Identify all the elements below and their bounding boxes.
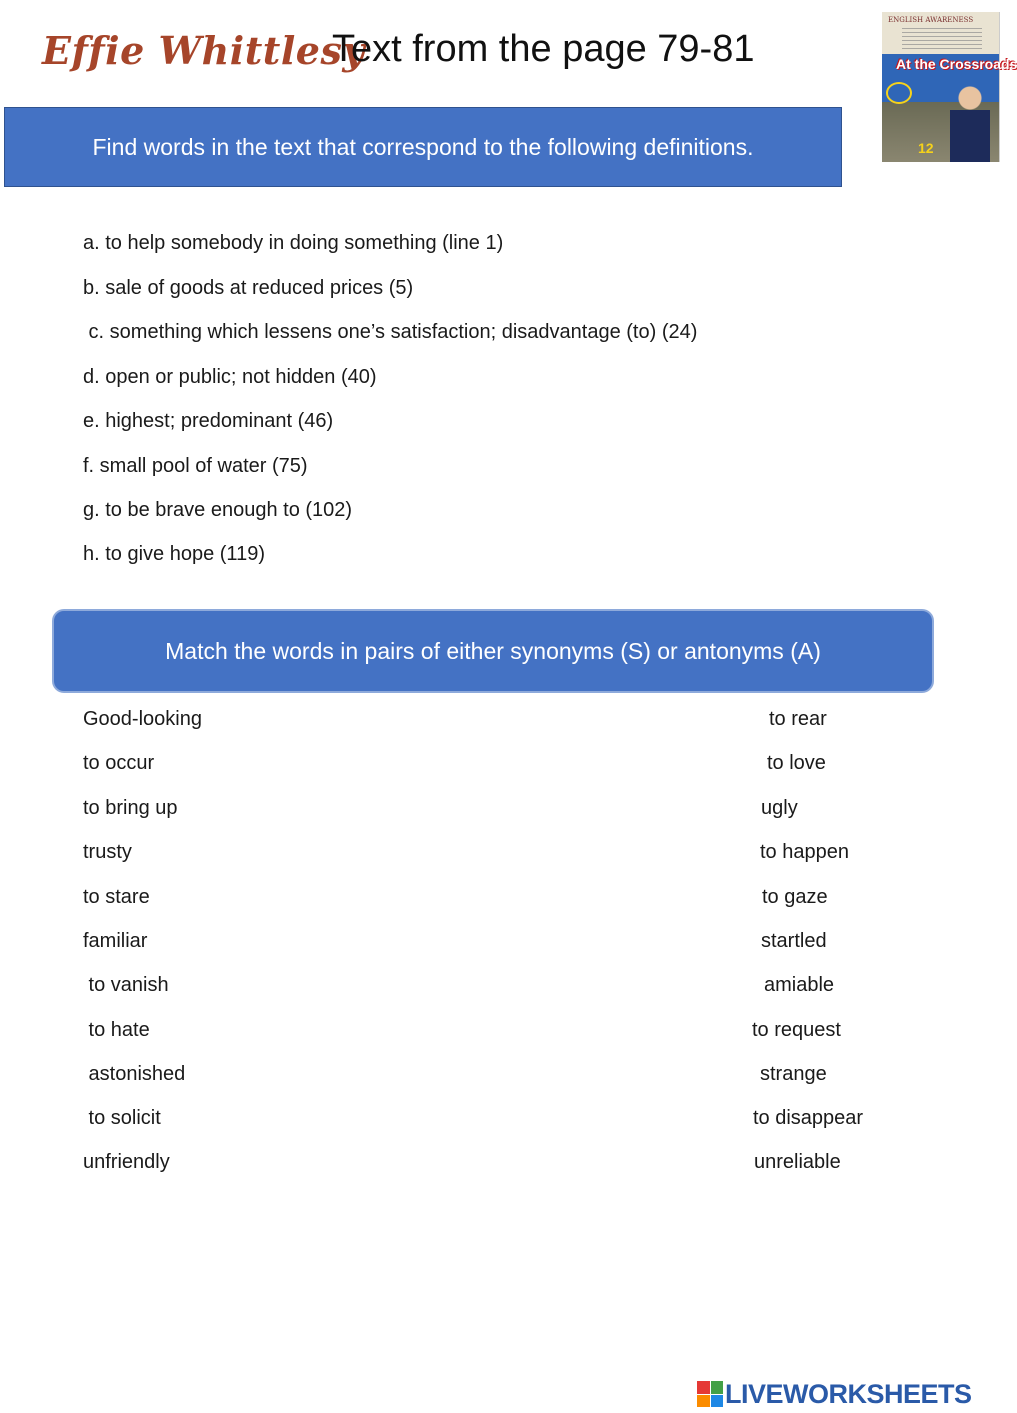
left-word: to occur bbox=[83, 752, 155, 774]
cover-text-lines bbox=[902, 28, 982, 50]
left-word: unfriendly bbox=[83, 1151, 170, 1173]
left-word: Good-looking bbox=[83, 708, 202, 730]
definition-item-c: c. something which lessens one’s satisfaction; disadvantage (to) (24) bbox=[83, 321, 698, 343]
definition-item-f: f. small pool of water (75) bbox=[83, 455, 308, 477]
right-word: amiable bbox=[764, 974, 835, 996]
liveworksheets-logo bbox=[697, 1378, 972, 1410]
definitions-instruction-banner: Find words in the text that correspond to the following definitions. bbox=[4, 107, 842, 187]
liveworksheets-grid-icon bbox=[697, 1381, 723, 1407]
right-word: ugly bbox=[761, 797, 798, 819]
right-word: to request bbox=[752, 1019, 841, 1041]
left-word: to hate bbox=[83, 1019, 150, 1041]
right-word: startled bbox=[761, 930, 827, 952]
definition-item-d: d. open or public; not hidden (40) bbox=[83, 366, 377, 388]
right-word: to rear bbox=[769, 708, 827, 730]
right-word: unreliable bbox=[754, 1151, 841, 1173]
right-word: to happen bbox=[760, 841, 849, 863]
right-word: to gaze bbox=[762, 886, 828, 908]
right-word: strange bbox=[760, 1063, 827, 1085]
cover-top-text: ENGLISH AWARENESS bbox=[888, 16, 974, 24]
definition-item-a: a. to help somebody in doing something (line 1) bbox=[83, 232, 504, 254]
story-title: Effie Whittlesy bbox=[42, 28, 365, 73]
left-word: astonished bbox=[83, 1063, 186, 1085]
left-word: to bring up bbox=[83, 797, 178, 819]
matching-instruction-banner: Match the words in pairs of either synonyms (S) or antonyms (A) bbox=[52, 609, 934, 693]
liveworksheets-logo-text: LIVEWORKSHEETS bbox=[725, 1378, 972, 1409]
right-word: to love bbox=[767, 752, 826, 774]
left-word: to stare bbox=[83, 886, 150, 908]
definition-item-g: g. to be brave enough to (102) bbox=[83, 499, 353, 521]
cover-graduate-figure bbox=[950, 82, 990, 162]
left-word: trusty bbox=[83, 841, 132, 863]
cover-title: At the Crossroads bbox=[896, 56, 1017, 72]
definition-item-e: e. highest; predominant (46) bbox=[83, 410, 334, 432]
right-word: to disappear bbox=[753, 1107, 864, 1129]
cover-eu-logo-icon bbox=[886, 82, 912, 104]
left-word: to solicit bbox=[83, 1107, 161, 1129]
left-word: to vanish bbox=[83, 974, 169, 996]
left-word: familiar bbox=[83, 930, 148, 952]
textbook-cover-image bbox=[882, 12, 1017, 162]
cover-grade-number: 12 bbox=[918, 140, 934, 156]
definition-item-b: b. sale of goods at reduced prices (5) bbox=[83, 277, 414, 299]
definition-item-h: h. to give hope (119) bbox=[83, 543, 265, 565]
page-reference: Text from the page 79-81 bbox=[332, 28, 755, 70]
